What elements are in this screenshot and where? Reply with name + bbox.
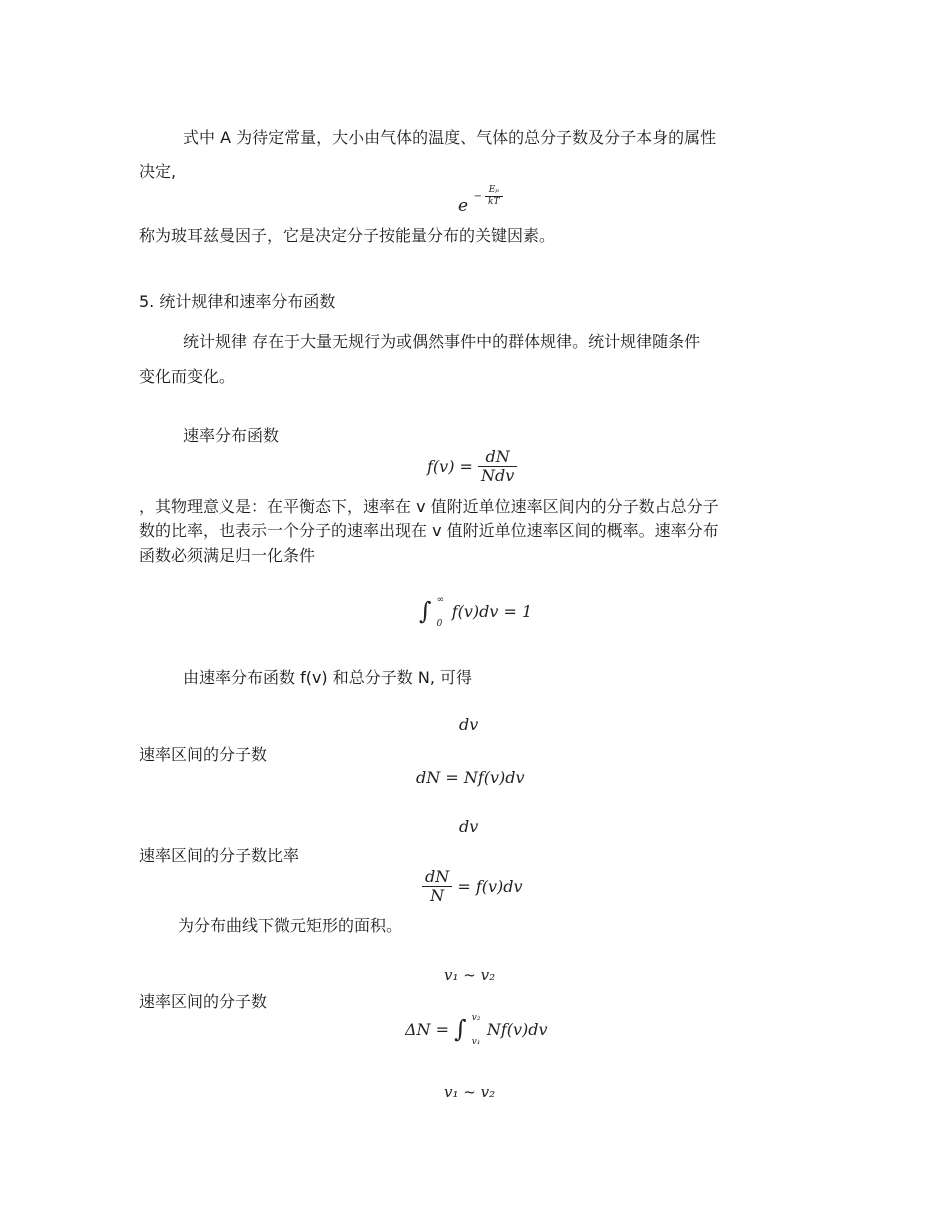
formula-numerator: dN — [478, 448, 517, 467]
paragraph-line: 速率区间的分子数 — [139, 745, 268, 764]
paragraph-line: ，其物理意义是：在平衡态下，速率在 v 值附近单位速率区间内的分子数占总分子 — [139, 497, 719, 516]
paragraph-line: 称为玻耳兹曼因子，它是决定分子按能量分布的关键因素。 — [139, 226, 556, 245]
dv-label: dv — [459, 817, 479, 836]
section-heading: 5. 统计规律和速率分布函数 — [139, 292, 336, 311]
integral-lower-limit: v₁ — [471, 1036, 481, 1047]
paragraph-line: 变化而变化。 — [139, 367, 236, 386]
ratio-rhs: = f(v)dv — [457, 877, 523, 896]
paragraph-line: 数的比率，也表示一个分子的速率出现在 v 值附近单位速率区间的概率。速率分布 — [139, 521, 719, 540]
integral-lower-limit: 0 — [436, 618, 443, 629]
paragraph-line: 统计规律 存在于大量无规行为或偶然事件中的群体规律。统计规律随条件 — [183, 332, 701, 351]
formula-base: e — [458, 196, 469, 216]
exponent-denominator: kT — [488, 197, 500, 207]
velocity-range-label: v₁ ~ v₂ — [444, 966, 496, 984]
distribution-function-formula — [427, 448, 517, 485]
exponent-numerator: Eₚ — [485, 185, 502, 197]
paragraph-line: 速率分布函数 — [183, 426, 280, 445]
paragraph-line: 决定, — [139, 162, 177, 181]
paragraph-line: 由速率分布函数 f(v) 和总分子数 N, 可得 — [183, 668, 472, 687]
ratio-denominator: N — [430, 886, 445, 905]
normalization-formula — [419, 594, 532, 627]
boltzmann-factor-formula — [458, 185, 503, 216]
deltaN-formula — [405, 1012, 548, 1045]
velocity-range-label: v₁ ~ v₂ — [444, 1083, 496, 1101]
deltaN-lhs: ΔN = — [405, 1020, 450, 1039]
formula-exponent — [473, 185, 502, 208]
integral-sign: ∫ — [419, 597, 432, 625]
dN-formula: dN = Nf(v)dv — [416, 768, 525, 787]
integral-sign: ∫ — [454, 1015, 467, 1043]
integral-upper-limit: v₂ — [471, 1012, 481, 1023]
ratio-formula — [422, 868, 523, 905]
dv-label: dv — [459, 715, 479, 734]
paragraph-line: 速率区间的分子数比率 — [139, 846, 300, 865]
integral-body: Nf(v)dv — [486, 1020, 548, 1039]
paragraph-line: 式中 A 为待定常量，大小由气体的温度、气体的总分子数及分子本身的属性 — [183, 128, 717, 147]
formula-denominator: Ndv — [481, 466, 515, 485]
paragraph-line: 速率区间的分子数 — [139, 992, 268, 1011]
integral-upper-limit: ∞ — [436, 594, 445, 605]
paragraph-line: 函数必须满足归一化条件 — [139, 546, 316, 565]
ratio-numerator: dN — [422, 868, 452, 887]
formula-lhs: f(v) = — [427, 457, 473, 476]
exponent-sign: − — [473, 191, 482, 202]
paragraph-line: 为分布曲线下微元矩形的面积。 — [178, 916, 403, 935]
integral-body: f(v)dv = 1 — [451, 602, 533, 621]
